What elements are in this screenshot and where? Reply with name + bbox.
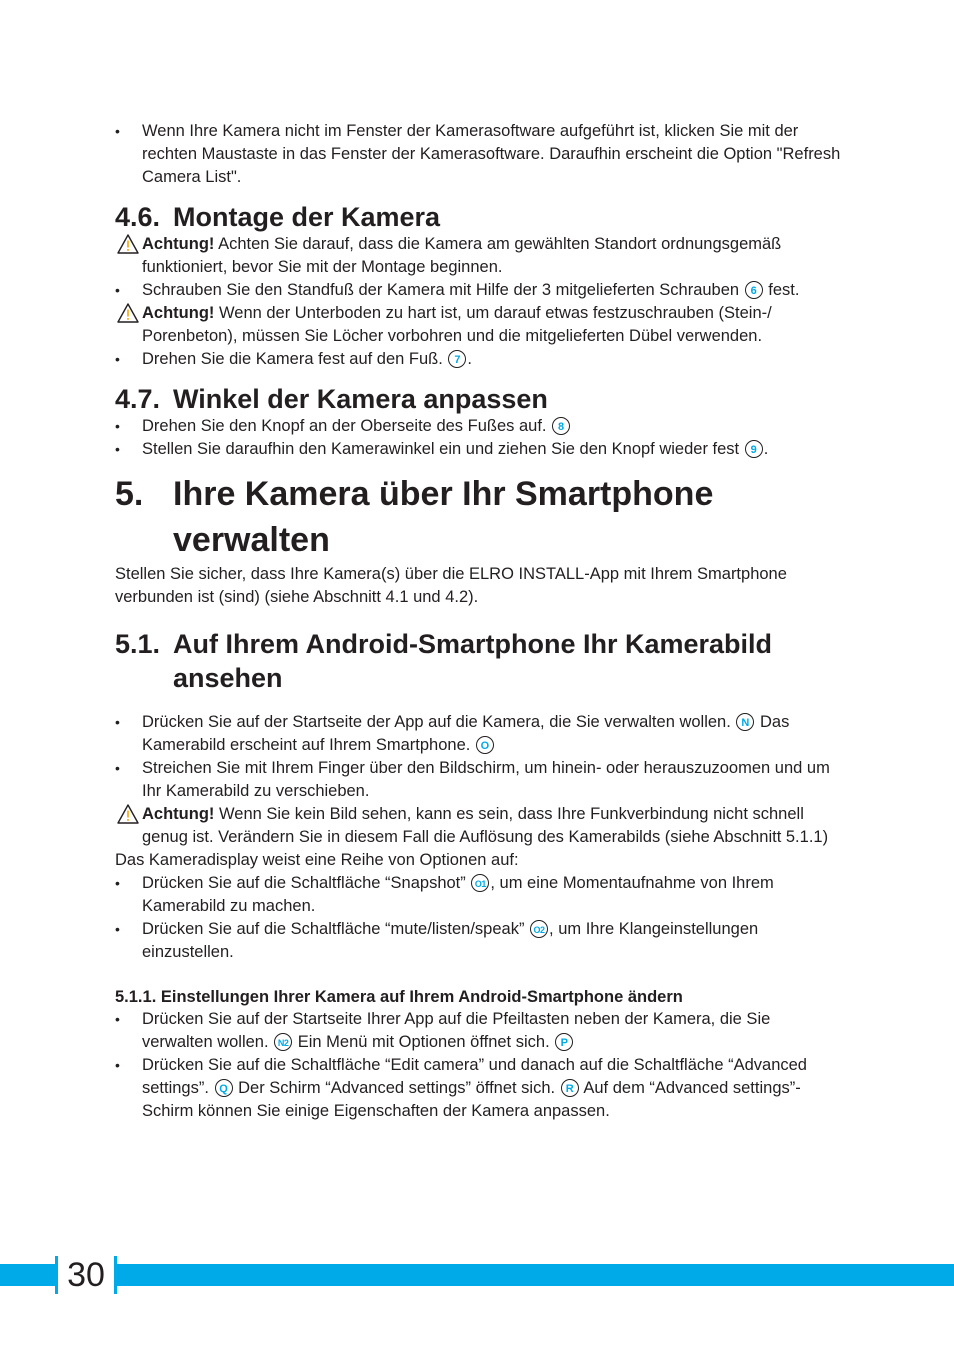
bullet-text: Drücken Sie auf die Schaltfläche “Snapshot”: [142, 874, 471, 892]
section-number: 5.1.: [115, 629, 161, 659]
paragraph: Das Kameradisplay weist eine Reihe von Optionen auf:: [115, 851, 519, 869]
section-heading-4-7: [115, 383, 845, 415]
paragraph: Stellen Sie sicher, dass Ihre Kamera(s) über die ELRO INSTALL-App mit Ihrem Smartphone verbunden ist (sind) (siehe Abschnitt 4.1 und 4.2).: [115, 565, 787, 606]
figure-ref-badge: O1: [471, 874, 489, 892]
section-heading-4-6: [115, 201, 845, 233]
warning-note: [115, 302, 845, 348]
warning-icon: [117, 303, 139, 323]
list-item: [115, 872, 845, 918]
section-number: 4.7.: [115, 384, 161, 414]
bullet-text-mid: Das Kamerabild erscheint auf Ihrem Smartphone.: [142, 713, 790, 754]
bullet-text: Drehen Sie die Kamera fest auf den Fuß.: [142, 350, 448, 368]
bullet-text: Drücken Sie auf die Schaltfläche “mute/listen/speak”: [142, 920, 530, 938]
section-title: Auf Ihrem Android-Smartphone Ihr Kamerabild ansehen: [173, 629, 773, 693]
figure-ref-badge: N2: [274, 1033, 292, 1051]
figure-ref-badge: P: [555, 1033, 573, 1051]
list-item: [115, 415, 845, 438]
list-item: [115, 1054, 845, 1123]
list-item: [115, 438, 845, 461]
figure-ref-badge: N: [736, 713, 754, 731]
chapter-number: 5.: [115, 475, 144, 513]
section-title: Winkel der Kamera anpassen: [173, 384, 548, 414]
figure-ref-badge: O: [476, 736, 494, 754]
figure-ref-badge: 8: [552, 417, 570, 435]
bullet-text: Wenn Ihre Kamera nicht im Fenster der Kamerasoftware aufgeführt ist, klicken Sie mit der rechten Maustaste in das Fenster der Kamerasoftware. Daraufhin erscheint die Option "Refresh Camera List".: [142, 122, 841, 186]
figure-ref-badge: 7: [448, 350, 466, 368]
bullet-text: Drücken Sie auf der Startseite Ihrer App auf die Pfeiltasten neben der Kamera, die Sie verwalten wollen.: [142, 1010, 771, 1051]
list-item: [115, 348, 845, 371]
list-item: [115, 757, 845, 803]
figure-ref-badge: R: [561, 1079, 579, 1097]
warning-label: Achtung!: [142, 805, 215, 823]
list-item: [115, 120, 845, 189]
bullet-text-after: , um Ihre Klangeinstellungen einzustellen.: [142, 920, 759, 961]
section-number: 4.6.: [115, 202, 161, 232]
figure-ref-badge: 6: [745, 281, 763, 299]
page-content: [115, 120, 845, 1123]
bullet-text-after: , um eine Momentaufnahme von Ihrem Kamerabild zu machen.: [142, 874, 774, 915]
warning-note: [115, 233, 845, 279]
warning-text: Wenn Sie kein Bild sehen, kann es sein, dass Ihre Funkverbindung nicht schnell genug ist. Verändern Sie in diesem Fall die Auflösung des Kamerabilds (siehe Abschnitt 5.1.1): [142, 805, 829, 846]
figure-ref-badge: Q: [215, 1079, 233, 1097]
figure-ref-badge: O2: [530, 920, 548, 938]
warning-label: Achtung!: [142, 235, 215, 253]
warning-icon: [117, 234, 139, 254]
list-item: [115, 918, 845, 964]
section-title: Montage der Kamera: [173, 202, 441, 232]
chapter-title: Ihre Kamera über Ihr Smartphone verwalten: [173, 475, 714, 559]
page-number: 30: [55, 1256, 117, 1294]
bullet-text: Drücken Sie auf der Startseite der App auf die Kamera, die Sie verwalten wollen.: [142, 713, 736, 731]
warning-text: Wenn der Unterboden zu hart ist, um darauf etwas festzuschrauben (Stein-/ Porenbeton), müssen Sie Löcher vorbohren und die mitgelieferten Dübel verwenden.: [142, 304, 772, 345]
figure-ref-badge: 9: [745, 440, 763, 458]
bullet-text: Drehen Sie den Knopf an der Oberseite des Fußes auf.: [142, 417, 552, 435]
bullet-text-after: Auf dem “Advanced settings”-Schirm können Sie einige Eigenschaften der Kamera anpassen.: [142, 1079, 801, 1120]
bullet-text: Schrauben Sie den Standfuß der Kamera mit Hilfe der 3 mitgelieferten Schrauben: [142, 281, 744, 299]
bullet-text: Stellen Sie daraufhin den Kamerawinkel ein und ziehen Sie den Knopf wieder fest: [142, 440, 744, 458]
warning-icon: [117, 804, 139, 824]
subsection-heading-5-1-1: 5.1.1. Einstellungen Ihrer Kamera auf Ihrem Android-Smartphone ändern: [115, 988, 683, 1006]
bullet-text-after: .: [763, 440, 769, 458]
bullet-text-mid: Ein Menü mit Optionen öffnet sich.: [293, 1033, 555, 1051]
warning-label: Achtung!: [142, 304, 215, 322]
warning-note: [115, 803, 845, 849]
list-item: [115, 279, 845, 302]
chapter-heading-5: [115, 471, 845, 563]
bullet-text-after: .: [467, 350, 473, 368]
bullet-text-mid: Der Schirm “Advanced settings” öffnet sich.: [233, 1079, 560, 1097]
bullet-text: Streichen Sie mit Ihrem Finger über den Bildschirm, um hinein- oder herauszuzoomen und um Ihr Kamerabild zu verschieben.: [142, 759, 830, 800]
bullet-text: Drücken Sie auf die Schaltfläche “Edit camera” und danach auf die Schaltfläche “Advanced settings”.: [142, 1056, 807, 1097]
section-heading-5-1: [115, 627, 845, 695]
bullet-text-after: fest.: [763, 281, 800, 299]
list-item: [115, 1008, 845, 1054]
footer-bar: [0, 1264, 954, 1286]
warning-text: Achten Sie darauf, dass die Kamera am gewählten Standort ordnungsgemäß funktioniert, bevor Sie mit der Montage beginnen.: [142, 235, 782, 276]
list-item: [115, 711, 845, 757]
